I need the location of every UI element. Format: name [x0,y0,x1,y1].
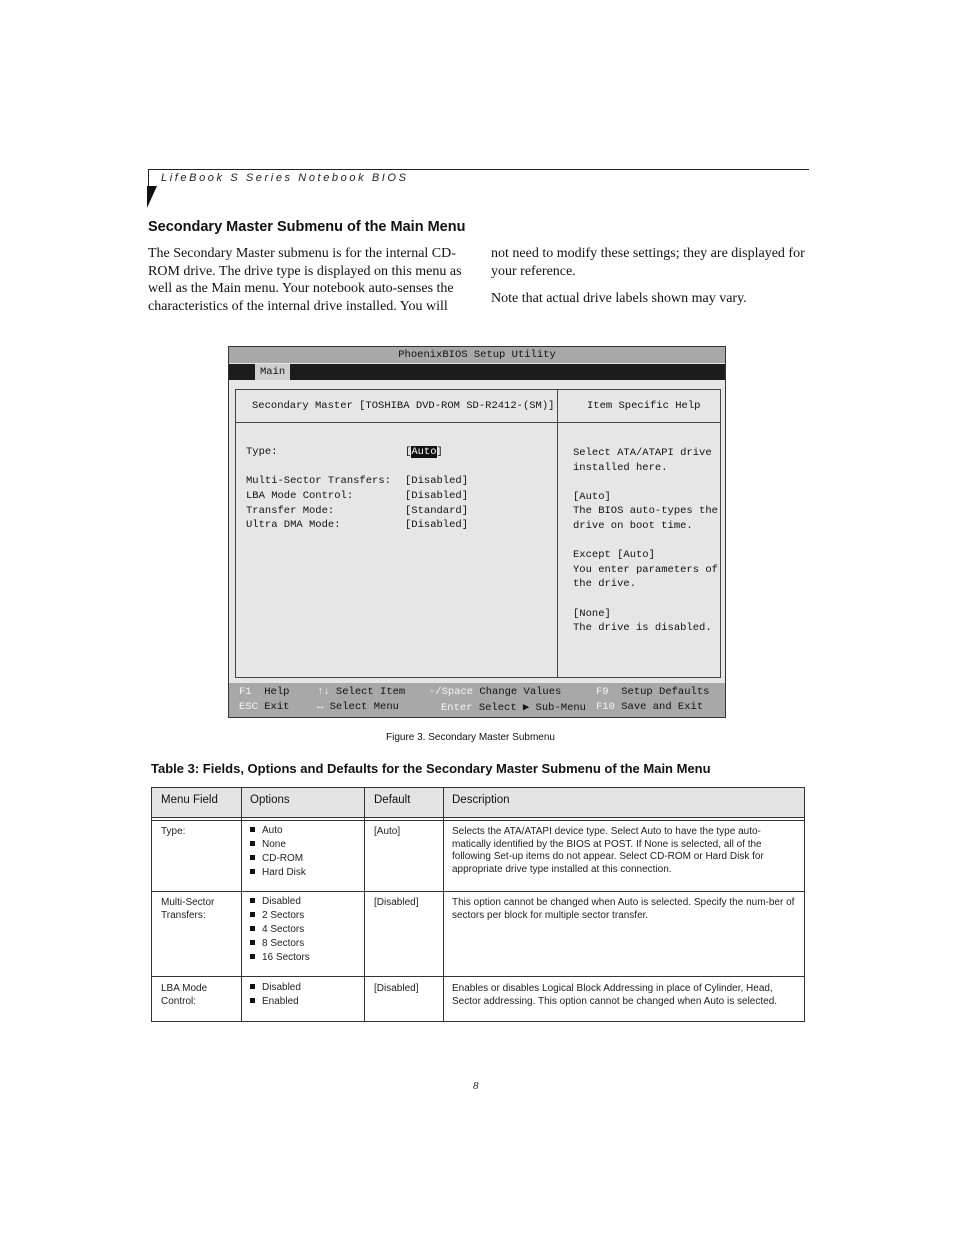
footer-action: Exit [264,701,290,713]
footer-action: Setup Defaults [621,686,710,698]
table-header-rule [152,817,804,818]
header-wedge-icon [147,186,157,208]
bios-help-heading: Item Specific Help [587,400,701,412]
bios-footer-arrows-ud [317,686,405,698]
bios-field-udma-value[interactable]: [Disabled] [405,519,469,531]
option-item: None [250,838,360,852]
footer-key: F10 [596,701,615,713]
bios-panel [235,389,721,678]
options-table [151,787,805,1022]
bios-footer [229,683,725,717]
bios-title: PhoenixBIOS Setup Utility [229,347,725,363]
bios-footer-space [429,686,561,698]
table-cell-field: Type: [161,826,186,837]
bios-field-type-value[interactable]: [Auto] [405,446,443,458]
footer-action: Select Menu [329,701,399,713]
bios-divider-horizontal [236,422,720,423]
bios-field-udma-label: Ultra DMA Mode: [246,519,341,531]
footer-action: Change Values [479,686,562,698]
table-row-rule [152,891,804,892]
option-item: Auto [250,824,360,838]
bios-menubar [229,364,725,380]
footer-action: Select Item [335,686,406,698]
bios-field-transfer-value[interactable]: [Standard] [405,505,469,517]
bios-field-lba-label: LBA Mode Control: [246,490,354,502]
table-column-rule [364,788,365,1021]
bios-divider-vertical [557,390,558,677]
option-item: 4 Sectors [250,923,360,937]
option-item: Disabled [250,981,360,995]
body-column-left [148,245,464,315]
bios-field-lba-value[interactable]: [Disabled] [405,490,469,502]
bios-field-multisector-value[interactable]: [Disabled] [405,475,469,487]
table-header-menu-field: Menu Field [161,794,218,806]
table-cell-field: LBA Mode Control: [161,983,208,1007]
bios-field-type-label: Type: [246,446,278,458]
bios-tab-main[interactable]: Main [255,364,290,380]
bios-footer-f1 [239,686,289,698]
bios-footer-esc [239,701,289,713]
table-cell-default: [Disabled] [374,983,419,994]
footer-key: Enter [441,702,473,714]
figure-caption: Figure 3. Secondary Master Submenu [386,732,555,743]
bios-panel-heading: Secondary Master [TOSHIBA DVD-ROM SD-R2412-(SM)] [252,400,555,412]
body-column-right [491,245,809,318]
table-row-rule [152,976,804,977]
running-title: LifeBook S Series Notebook BIOS [161,172,409,184]
footer-action: Save and Exit [621,701,704,713]
bios-footer-f9 [596,686,709,698]
page-number: 8 [473,1080,479,1092]
table-cell-default: [Auto] [374,826,401,837]
section-title: Secondary Master Submenu of the Main Menu [148,219,466,235]
bios-field-type-selected[interactable]: Auto [411,446,437,458]
footer-key: F1 [239,686,252,698]
option-item: CD-ROM [250,852,360,866]
header-rule-vertical [148,169,149,186]
paragraph-right-1: not need to modify these settings; they are displayed for your reference. [491,246,805,279]
bios-screen [228,346,726,718]
footer-key: F9 [596,686,609,698]
bios-help-text: Select ATA/ATAPI drive installed here. [Auto] The BIOS auto-types the drive on boot time. Except [Auto] You enter parameters of the drive. [None] The drive is disabled. [573,447,718,635]
table-cell-options [250,981,360,1009]
bios-footer-f10 [596,701,703,713]
table-cell-field: Multi-Sector Transfers: [161,897,215,921]
bios-field-transfer-label: Transfer Mode: [246,505,335,517]
table-column-rule [443,788,444,1021]
paragraph-right-2: Note that actual drive labels shown may vary. [491,291,747,306]
option-item: 2 Sectors [250,909,360,923]
option-item: Disabled [250,895,360,909]
table-cell-description: This option cannot be changed when Auto is selected. Specify the num-ber of sectors per block for multiple sector transfer. [452,897,795,921]
bios-footer-enter [441,701,586,714]
option-item: 8 Sectors [250,937,360,951]
table-cell-options [250,824,360,880]
table-cell-description: Enables or disables Logical Block Addressing in place of Cylinder, Head, Sector addressing. This option cannot be changed when Auto is selected. [452,983,778,1007]
table-cell-default: [Disabled] [374,897,419,908]
footer-key: ↔ [317,701,324,713]
paragraph-left: The Secondary Master submenu is for the internal CD-ROM drive. The drive type is displayed on this menu as well as the Main menu. Your notebook auto-senses the characteristics of the internal drive installed. You will [148,246,462,314]
bios-footer-arrows-lr [317,701,399,713]
footer-action: Select ▶ Sub-Menu [478,702,586,714]
table-title: Table 3: Fields, Options and Defaults for the Secondary Master Submenu of the Main Menu [151,761,711,776]
footer-key: ESC [239,701,258,713]
table-cell-options [250,895,360,965]
option-item: 16 Sectors [250,951,360,965]
table-header-options: Options [250,794,290,806]
footer-action: Help [264,686,290,698]
footer-key: -/Space [429,686,474,698]
table-cell-description: Selects the ATA/ATAPI device type. Select Auto to have the type auto-matically identified by the BIOS at POST. If None is selected, all of the following Set-up items do not appear. Select CD-ROM or Hard Disk for appropriate drive type installed at this connection. [452,826,764,875]
footer-key: ↑↓ [317,686,330,698]
table-column-rule [241,788,242,1021]
bios-field-multisector-label: Multi-Sector Transfers: [246,475,391,487]
table-header-default: Default [374,794,411,806]
option-item: Hard Disk [250,866,360,880]
table-header-description: Description [452,794,510,806]
header-rule [148,169,809,170]
option-item: Enabled [250,995,360,1009]
table-header-rule-2 [152,820,804,821]
